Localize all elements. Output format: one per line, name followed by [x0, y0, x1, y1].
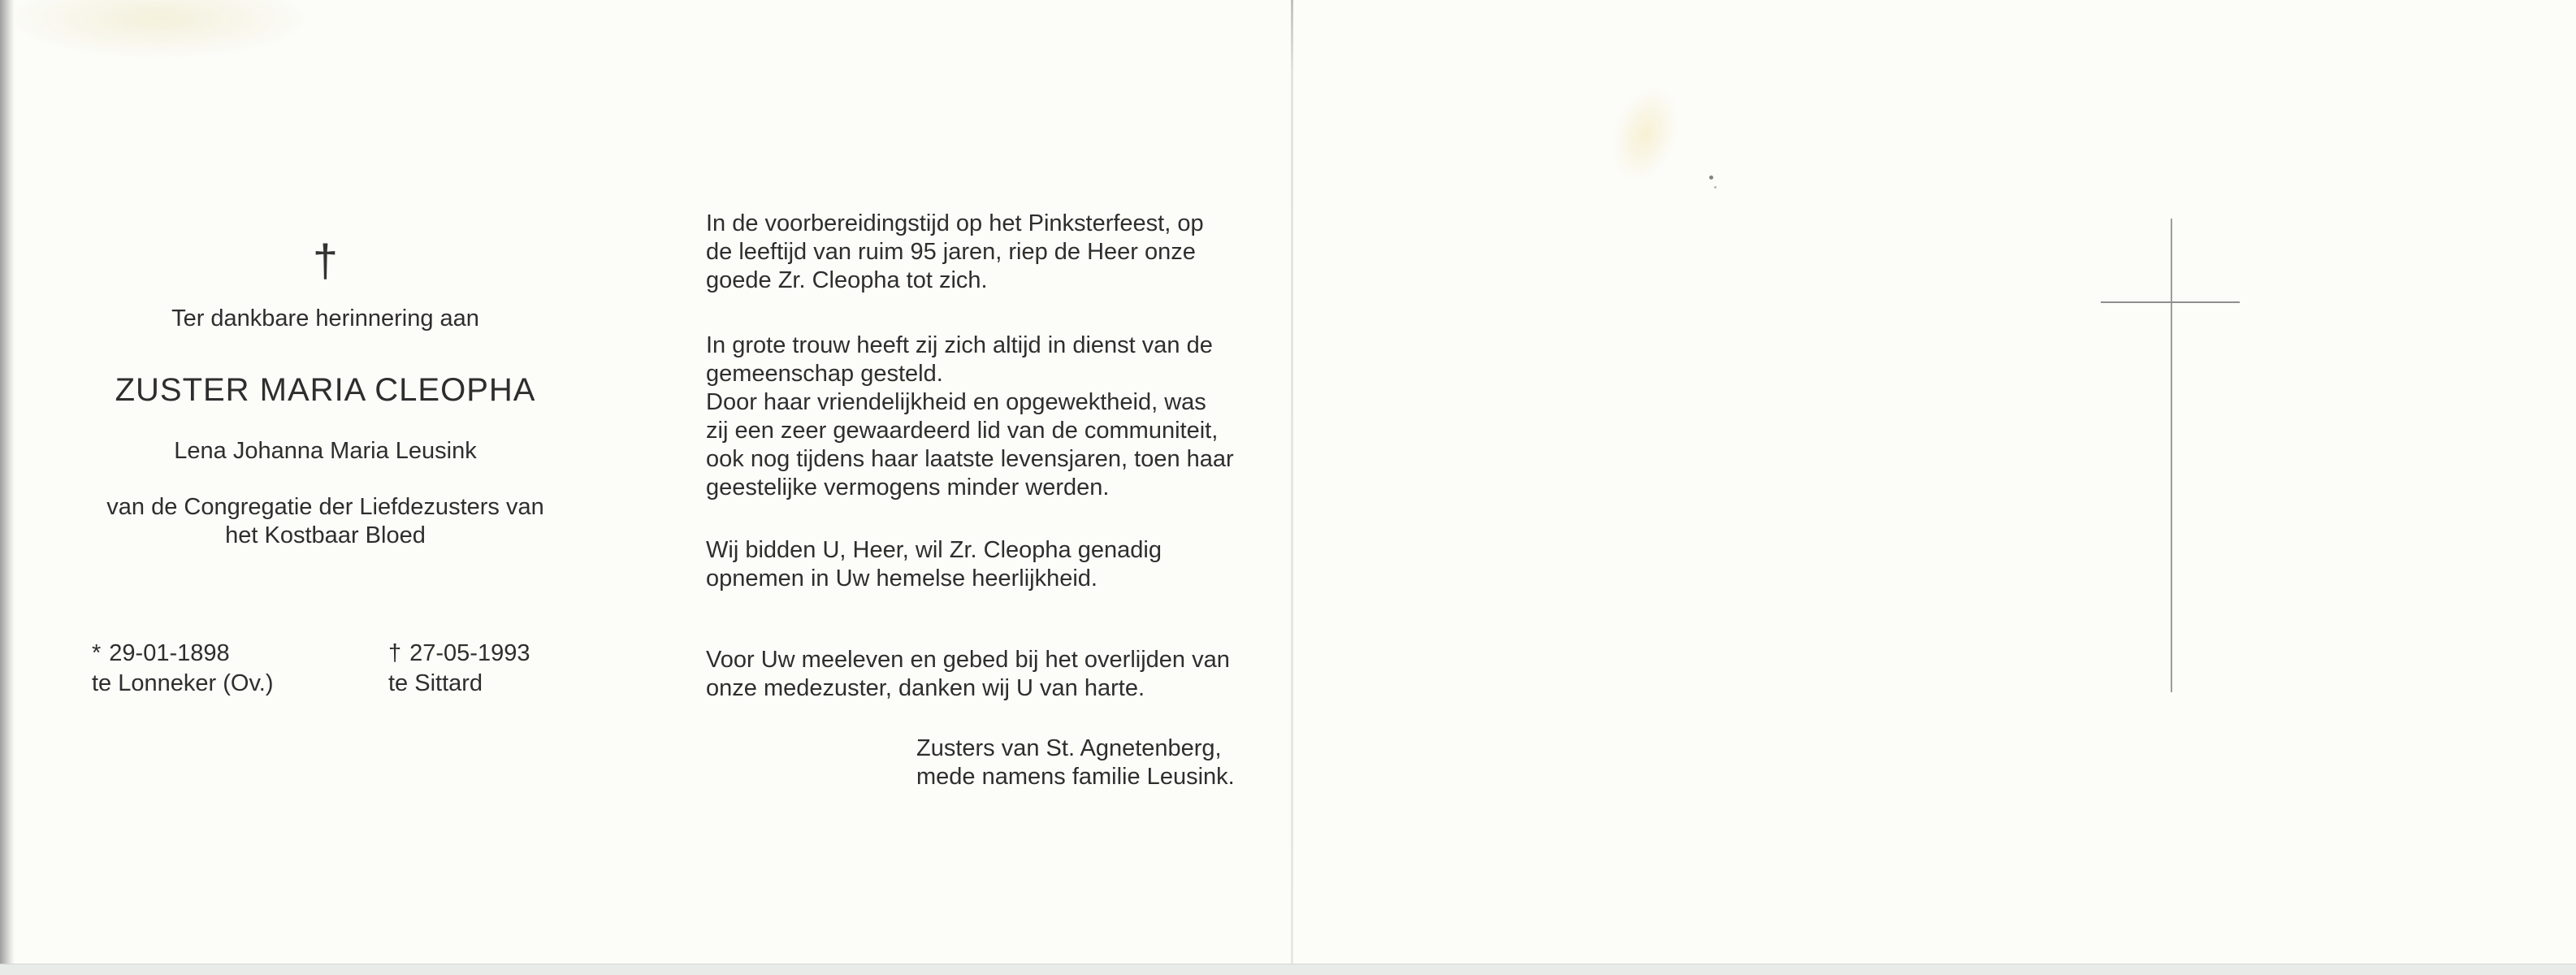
- text-line: Voor Uw meeleven en gebed bij het overlijden van: [706, 647, 1230, 673]
- congregation-line-2: het Kostbaar Bloed: [225, 522, 426, 548]
- text-line: Door haar vriendelijkheid en opgewektheid, was: [706, 389, 1206, 415]
- birth-place: te Lonneker (Ov.): [92, 670, 274, 696]
- deceased-name: ZUSTER MARIA CLEOPHA: [115, 372, 536, 408]
- text-line: In grote trouw heeft zij zich altijd in dienst van de: [706, 332, 1213, 358]
- text-line: Zusters van St. Agnetenberg,: [916, 735, 1222, 761]
- text-line: zij een zeer gewaardeerd lid van de communiteit,: [706, 418, 1219, 444]
- text-line: Wij bidden U, Heer, wil Zr. Cleopha genadig: [706, 537, 1162, 563]
- obituary-paragraph-4: [706, 646, 1266, 703]
- birth-name: Lena Johanna Maria Leusink: [174, 438, 477, 464]
- scan-smudge-yellow: [1601, 78, 1689, 189]
- dedication-text: Ter dankbare herinnering aan: [171, 306, 479, 332]
- death-date: 27-05-1993: [409, 640, 530, 666]
- text-line: gemeenschap gesteld.: [706, 361, 943, 387]
- obituary-paragraph-2: [706, 332, 1266, 502]
- birth-date: 29-01-1898: [109, 640, 230, 666]
- death-date-block: [388, 639, 530, 699]
- scan-smudge-top-left: [8, 0, 309, 57]
- scan-speck-light: [1714, 186, 1717, 188]
- death-date-line: [388, 639, 530, 669]
- text-line: In de voorbereidingstijd op het Pinksterfeest, op: [706, 210, 1204, 236]
- obituary-paragraph-1: [706, 210, 1266, 295]
- death-cross-symbol: †: [388, 640, 402, 666]
- signature-block: [916, 734, 1323, 791]
- text-line: de leeftijd van ruim 95 jaren, riep de Heer onze: [706, 239, 1196, 265]
- text-line: onze medezuster, danken wij U van harte.: [706, 675, 1145, 701]
- fold-crease-line: [1291, 0, 1293, 964]
- text-line: geestelijke vermogens minder werden.: [706, 474, 1110, 500]
- birth-star-symbol: *: [92, 640, 102, 666]
- birth-date-line: [92, 639, 274, 669]
- scan-bottom-edge: [0, 964, 2576, 975]
- cross-vertical-bar: [2171, 219, 2172, 692]
- congregation-line-1: van de Congregatie der Liefdezusters van: [106, 494, 544, 520]
- text-line: mede namens familie Leusink.: [916, 764, 1235, 790]
- text-line: ook nog tijdens haar laatste levensjaren, toen haar: [706, 446, 1234, 472]
- scan-speck-dark: [1709, 176, 1713, 180]
- text-line: goede Zr. Cleopha tot zich.: [706, 267, 988, 293]
- death-place: te Sittard: [388, 670, 483, 696]
- cross-symbol: †: [312, 235, 339, 286]
- birth-date-block: [92, 639, 274, 699]
- cross-horizontal-bar: [2101, 301, 2240, 303]
- scan-left-edge: [0, 0, 15, 975]
- obituary-paragraph-3: [706, 536, 1266, 593]
- text-line: opnemen in Uw hemelse heerlijkheid.: [706, 566, 1098, 592]
